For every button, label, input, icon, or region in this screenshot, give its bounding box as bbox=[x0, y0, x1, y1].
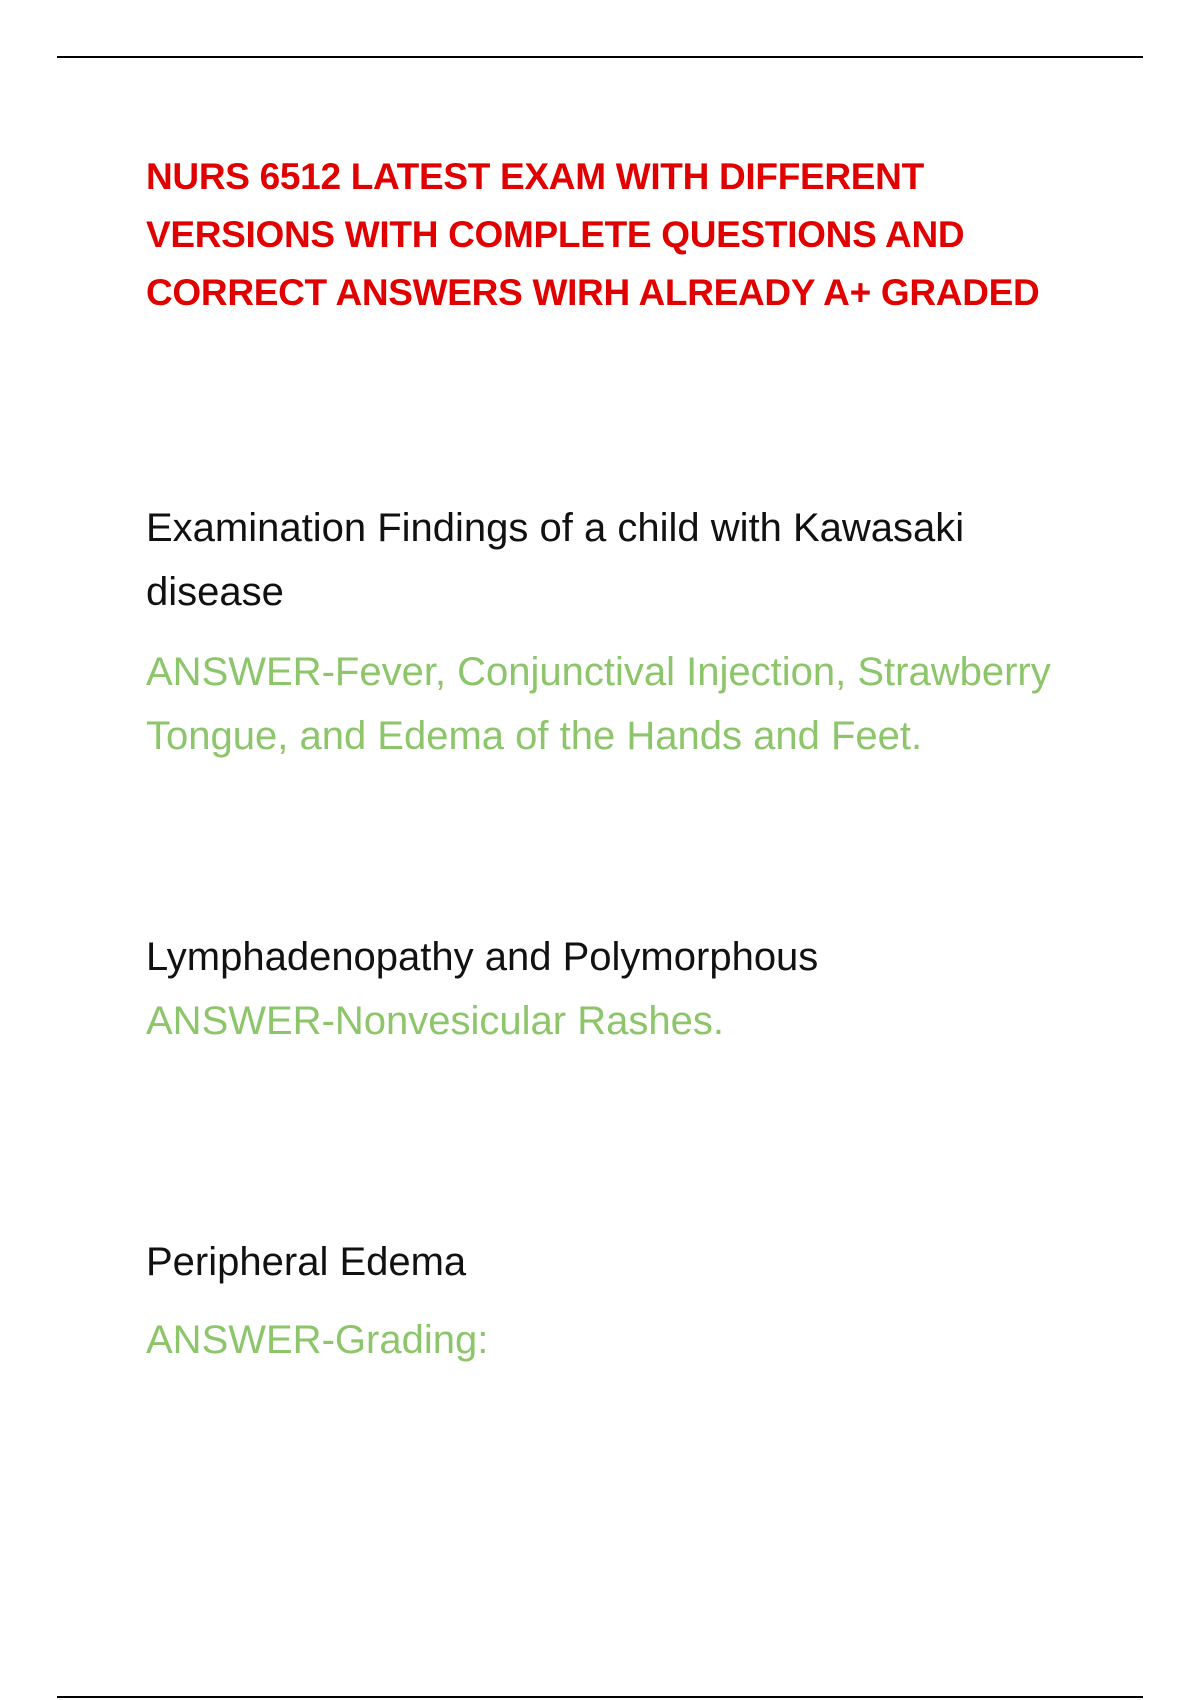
document-title: NURS 6512 LATEST EXAM WITH DIFFERENT VERSIONS WITH COMPLETE QUESTIONS AND CORRECT ANSWERS WIRH ALREADY A+ GRADED bbox=[146, 156, 1040, 313]
question-text: Peripheral Edema bbox=[146, 1240, 467, 1284]
answer-text: ANSWER-Grading: bbox=[146, 1318, 489, 1362]
qa-item bbox=[146, 925, 1066, 1053]
footer-rule bbox=[57, 1696, 1143, 1698]
answer-text: ANSWER-Fever, Conjunctival Injection, Strawberry Tongue, and Edema of the Hands and Feet. bbox=[146, 650, 1051, 758]
qa-item bbox=[146, 496, 1066, 768]
qa-item bbox=[146, 1230, 1066, 1372]
header-rule bbox=[57, 56, 1143, 58]
answer-text: ANSWER-Nonvesicular Rashes. bbox=[146, 999, 724, 1043]
question-text: Examination Findings of a child with Kawasaki disease bbox=[146, 506, 965, 614]
question-text: Lymphadenopathy and Polymorphous bbox=[146, 935, 819, 979]
